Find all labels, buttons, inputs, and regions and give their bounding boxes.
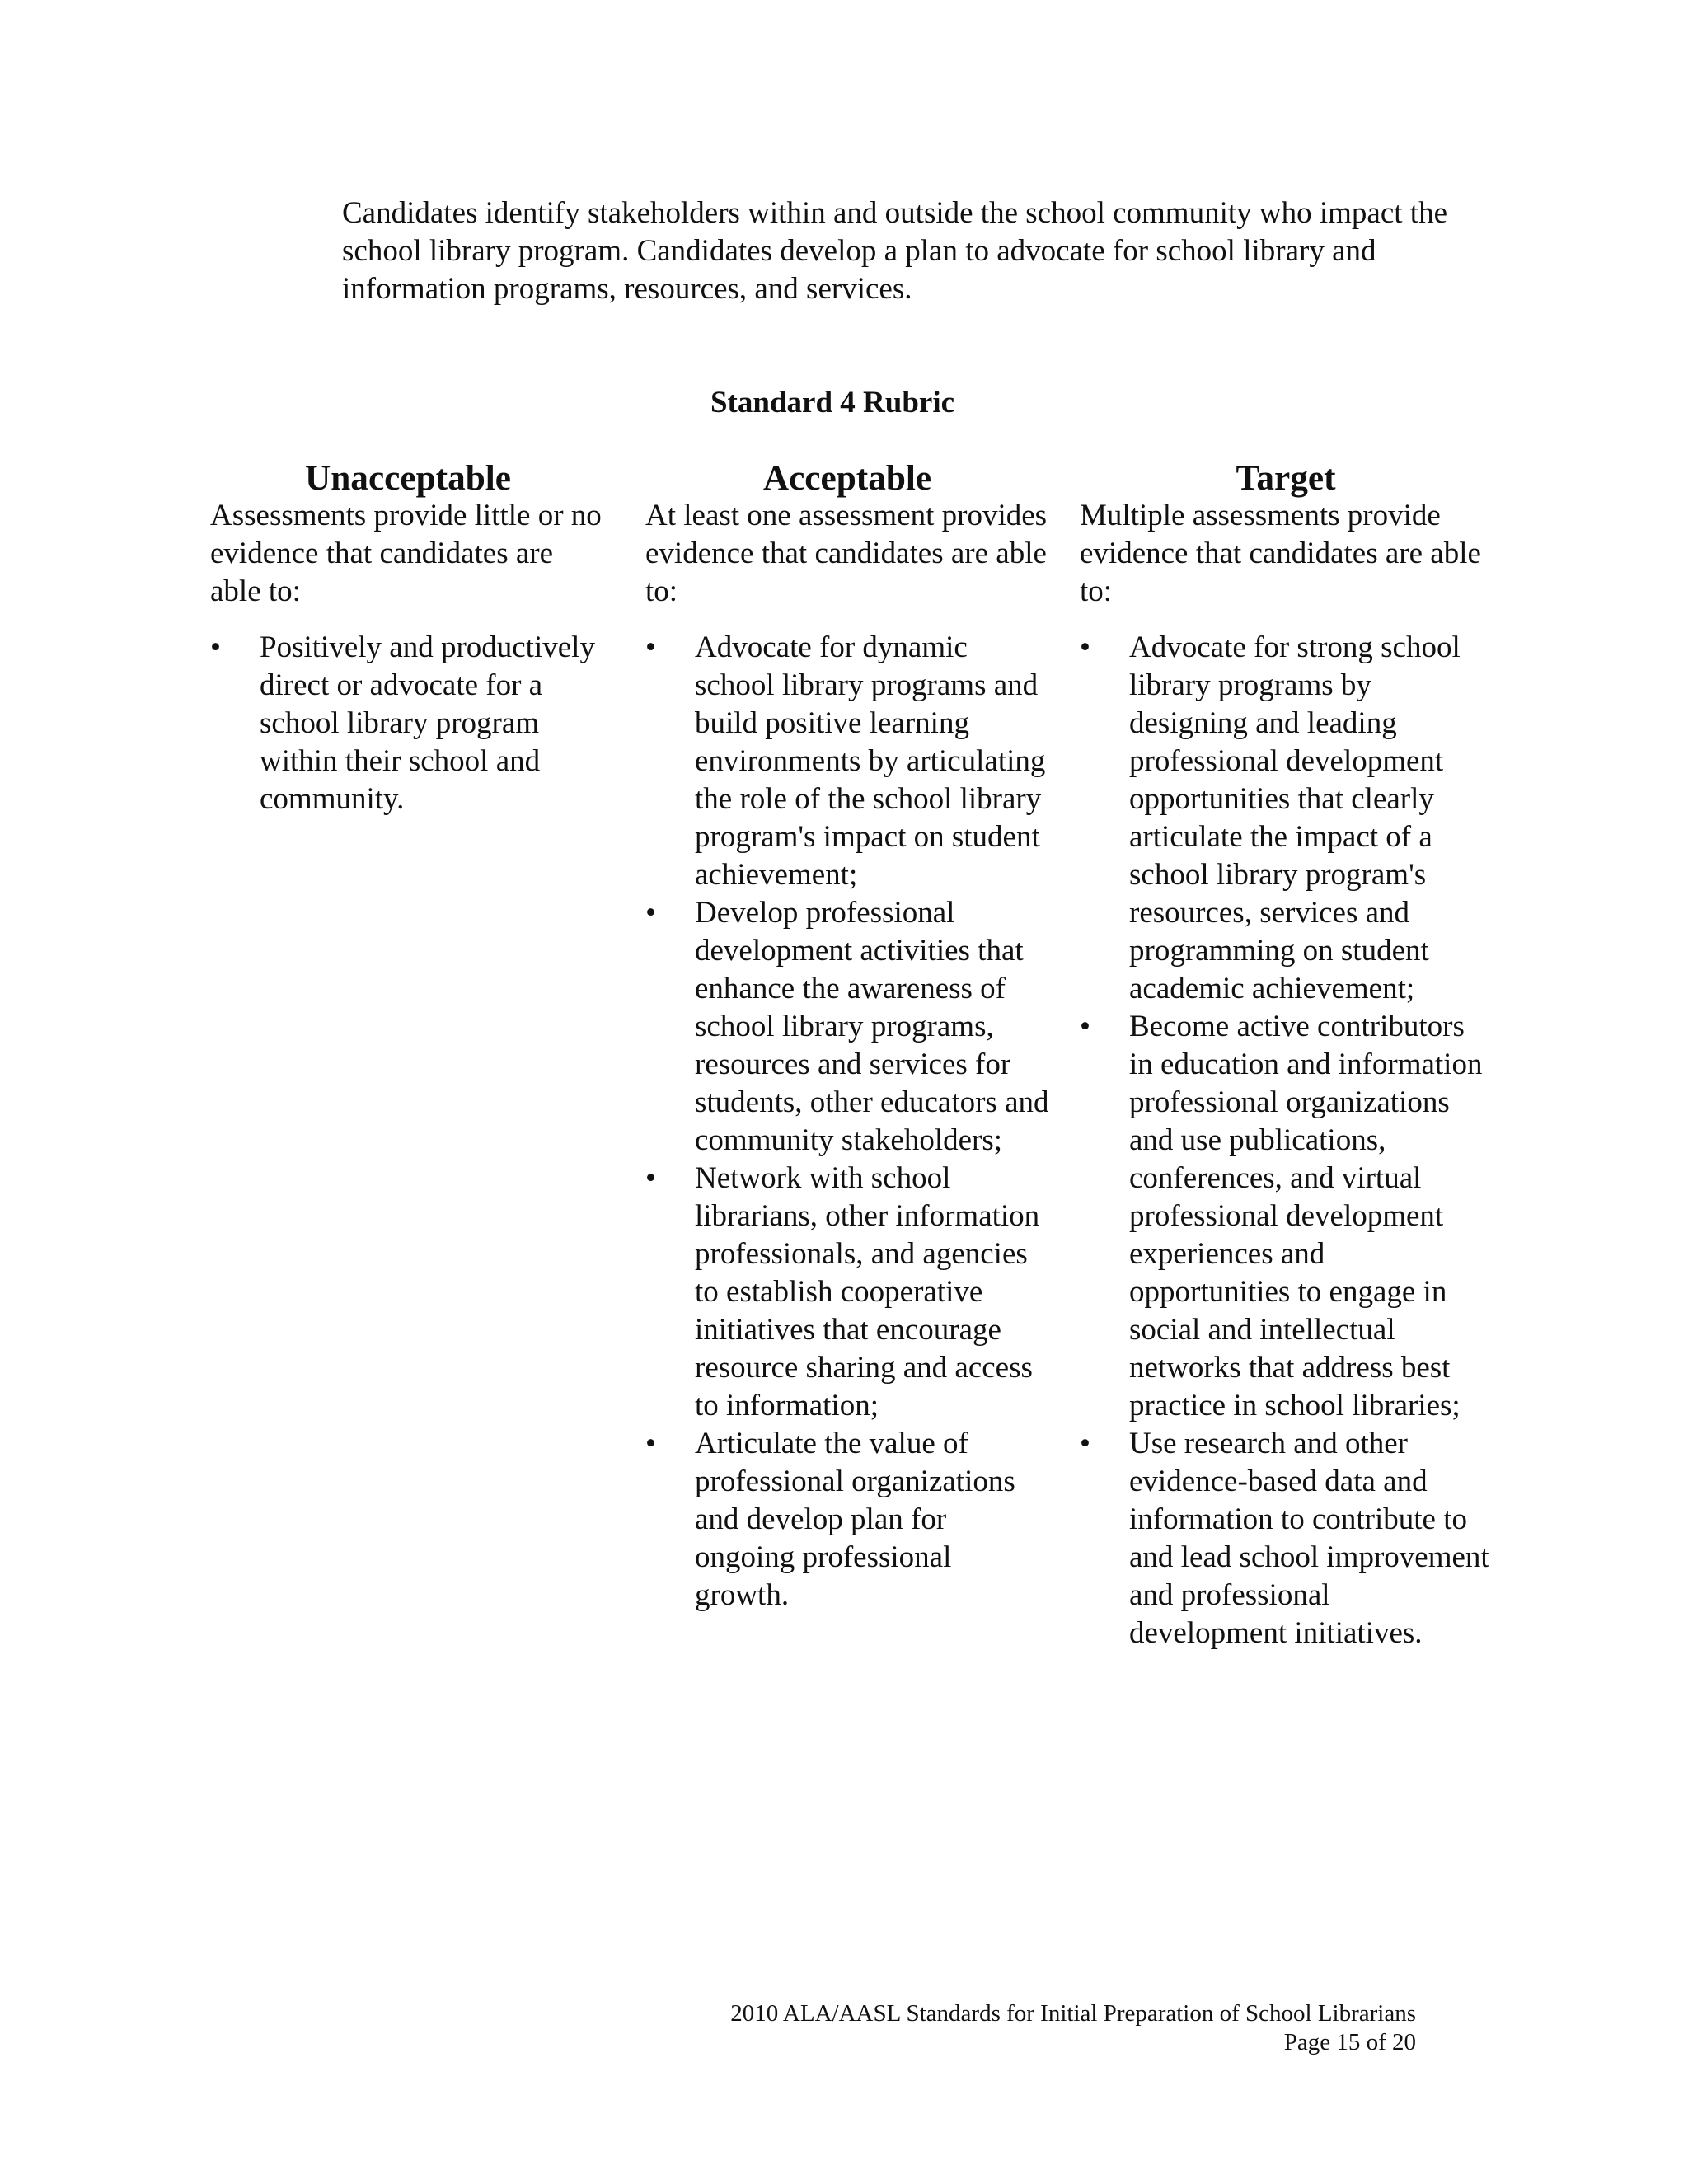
- bullet-icon: •: [645, 1427, 656, 1460]
- criteria-item: [645, 1425, 1049, 1615]
- column-heading: Target: [1236, 458, 1336, 498]
- column-target: [1080, 459, 1492, 1652]
- bullet-icon: •: [645, 896, 656, 930]
- criteria-text: Advocate for dynamic school library programs and build positive learning environments by articulating the role of the school library program's impact on student achievement;: [695, 630, 1046, 892]
- criteria-list: [210, 629, 606, 818]
- criteria-text: Become active contributors in education and information professional organizations and use publications, conferences, and virtual professional development experiences and opportunities to engage in social and intellectual networks that address best practice in school libraries;: [1129, 1010, 1483, 1422]
- column-unacceptable: [210, 459, 606, 818]
- criteria-item: [1080, 629, 1492, 1008]
- column-description: Assessments provide little or no evidence that candidates are able to:: [210, 499, 602, 608]
- bullet-icon: •: [1080, 1010, 1090, 1043]
- criteria-text: Advocate for strong school library programs by designing and leading professional development opportunities that clearly articulate the impact of a school library program's resources, services and programming on student academic achievement;: [1129, 630, 1461, 1005]
- criteria-text: Articulate the value of professional organizations and develop plan for ongoing professional growth.: [695, 1427, 1015, 1612]
- criteria-list: [1080, 629, 1492, 1652]
- column-heading: Acceptable: [762, 458, 932, 498]
- criteria-item: [645, 894, 1049, 1160]
- criteria-list: [645, 629, 1049, 1615]
- bullet-icon: •: [1080, 1427, 1090, 1460]
- criteria-item: [1080, 1425, 1492, 1652]
- column-description: Multiple assessments provide evidence that candidates are able to:: [1080, 499, 1481, 608]
- criteria-item: [210, 629, 606, 818]
- criteria-text: Develop professional development activities that enhance the awareness of school library programs, resources and services for students, other educators and community stakeholders;: [695, 896, 1049, 1157]
- footer-document-title: 2010 ALA/AASL Standards for Initial Preparation of School Librarians: [730, 2000, 1416, 2027]
- criteria-text: Use research and other evidence-based data and information to contribute to and lead school improvement and professional development initiatives.: [1129, 1427, 1489, 1650]
- bullet-icon: •: [645, 630, 656, 664]
- footer-page-number: Page 15 of 20: [1283, 2029, 1416, 2055]
- bullet-icon: •: [645, 1161, 656, 1195]
- bullet-icon: •: [1080, 630, 1090, 664]
- page-footer: [730, 1999, 1416, 2057]
- rubric-title: Standard 4 Rubric: [710, 386, 955, 419]
- criteria-item: [645, 1160, 1049, 1425]
- criteria-item: [1080, 1008, 1492, 1425]
- criteria-text: Network with school librarians, other information professionals, and agencies to establish cooperative initiatives that encourage resource sharing and access to information;: [695, 1161, 1040, 1422]
- intro-paragraph: Candidates identify stakeholders within and outside the school community who impact the school library program. Candidates develop a plan to advocate for school library and information programs, resources, and services.: [342, 196, 1447, 306]
- column-heading: Unacceptable: [304, 458, 512, 498]
- criteria-text: Positively and productively direct or advocate for a school library program within their school and community.: [260, 630, 595, 816]
- column-acceptable: [645, 459, 1049, 1615]
- column-description: At least one assessment provides evidence that candidates are able to:: [645, 499, 1048, 608]
- bullet-icon: •: [210, 630, 221, 664]
- criteria-item: [645, 629, 1049, 894]
